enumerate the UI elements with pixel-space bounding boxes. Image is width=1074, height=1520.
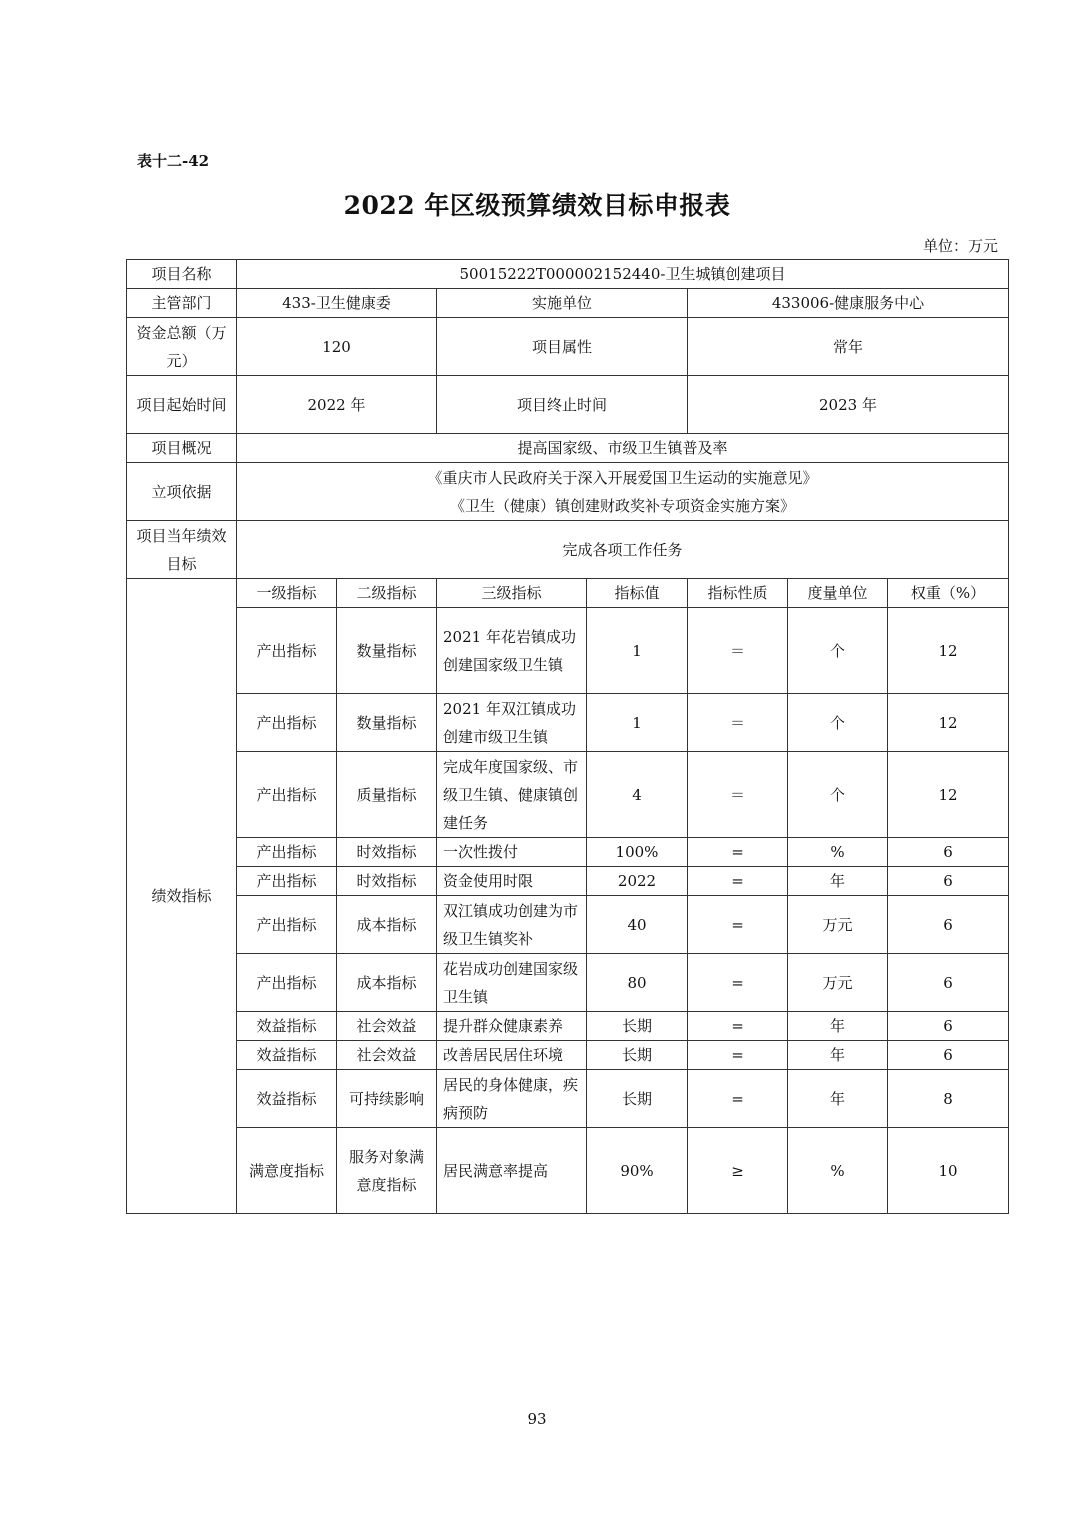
value-cell: 40 bbox=[587, 896, 688, 954]
value-cell: 90% bbox=[587, 1128, 688, 1214]
level2-cell: 数量指标 bbox=[337, 694, 437, 752]
weight-cell: 6 bbox=[888, 896, 1009, 954]
unit-cell: % bbox=[788, 1128, 888, 1214]
level2-cell: 数量指标 bbox=[337, 608, 437, 694]
value-cell: 2022 bbox=[587, 867, 688, 896]
goal-value: 完成各项工作任务 bbox=[237, 521, 1009, 579]
goal-label: 项目当年绩效目标 bbox=[127, 521, 237, 579]
indicator-row bbox=[127, 1012, 1009, 1041]
level3-cell: 居民的身体健康，疾病预防 bbox=[437, 1070, 587, 1128]
value-cell: 1 bbox=[587, 608, 688, 694]
unit-label: 单位：万元 bbox=[922, 237, 998, 255]
weight-cell: 6 bbox=[888, 867, 1009, 896]
basis-line-1: 《重庆市人民政府关于深入开展爱国卫生运动的实施意见》 bbox=[427, 468, 818, 487]
impl-label: 实施单位 bbox=[437, 289, 688, 318]
column-header: 指标性质 bbox=[688, 579, 788, 608]
weight-cell: 12 bbox=[888, 752, 1009, 838]
column-header: 指标值 bbox=[587, 579, 688, 608]
unit-cell: % bbox=[788, 838, 888, 867]
weight-cell: 10 bbox=[888, 1128, 1009, 1214]
performance-target-table bbox=[126, 259, 1009, 1214]
level3-cell: 双江镇成功创建为市级卫生镇奖补 bbox=[437, 896, 587, 954]
unit-cell: 万元 bbox=[788, 896, 888, 954]
level2-cell: 质量指标 bbox=[337, 752, 437, 838]
level2-cell: 可持续影响 bbox=[337, 1070, 437, 1128]
start-value: 2022 年 bbox=[237, 376, 437, 434]
level1-cell: 产出指标 bbox=[237, 896, 337, 954]
fund-label: 资金总额（万元） bbox=[127, 318, 237, 376]
nature-cell: = bbox=[688, 1070, 788, 1128]
nature-cell: = bbox=[688, 954, 788, 1012]
level1-cell: 产出指标 bbox=[237, 867, 337, 896]
level3-cell: 居民满意率提高 bbox=[437, 1128, 587, 1214]
weight-cell: 6 bbox=[888, 1012, 1009, 1041]
column-header: 二级指标 bbox=[337, 579, 437, 608]
level2-cell: 社会效益 bbox=[337, 1041, 437, 1070]
level3-cell: 一次性拨付 bbox=[437, 838, 587, 867]
page-title: 2022 年区级预算绩效目标申报表 bbox=[343, 191, 731, 220]
unit-cell: 年 bbox=[788, 1070, 888, 1128]
level1-cell: 效益指标 bbox=[237, 1012, 337, 1041]
impl-value: 433006-健康服务中心 bbox=[688, 289, 1009, 318]
end-value: 2023 年 bbox=[688, 376, 1009, 434]
level3-cell: 2021 年花岩镇成功创建国家级卫生镇 bbox=[437, 608, 587, 694]
end-label: 项目终止时间 bbox=[437, 376, 688, 434]
level2-cell: 时效指标 bbox=[337, 867, 437, 896]
dept-value: 433-卫生健康委 bbox=[237, 289, 437, 318]
level2-cell: 服务对象满意度指标 bbox=[337, 1128, 437, 1214]
level3-cell: 改善居民居住环境 bbox=[437, 1041, 587, 1070]
column-header: 度量单位 bbox=[788, 579, 888, 608]
unit-cell: 年 bbox=[788, 1012, 888, 1041]
indicator-row bbox=[127, 867, 1009, 896]
level1-cell: 产出指标 bbox=[237, 838, 337, 867]
level2-cell: 成本指标 bbox=[337, 896, 437, 954]
weight-cell: 8 bbox=[888, 1070, 1009, 1128]
indicator-row bbox=[127, 694, 1009, 752]
overview-value: 提高国家级、市级卫生镇普及率 bbox=[237, 434, 1009, 463]
value-cell: 长期 bbox=[587, 1070, 688, 1128]
level1-cell: 效益指标 bbox=[237, 1070, 337, 1128]
weight-cell: 6 bbox=[888, 838, 1009, 867]
level1-cell: 产出指标 bbox=[237, 752, 337, 838]
weight-cell: 6 bbox=[888, 1041, 1009, 1070]
level3-cell: 2021 年双江镇成功创建市级卫生镇 bbox=[437, 694, 587, 752]
nature-cell: ＝ bbox=[688, 694, 788, 752]
level3-cell: 提升群众健康素养 bbox=[437, 1012, 587, 1041]
page-number: 93 bbox=[527, 1410, 547, 1428]
level3-cell: 花岩成功创建国家级卫生镇 bbox=[437, 954, 587, 1012]
value-cell: 4 bbox=[587, 752, 688, 838]
start-label: 项目起始时间 bbox=[127, 376, 237, 434]
table-number: 表十二-42 bbox=[137, 152, 210, 170]
level1-cell: 产出指标 bbox=[237, 608, 337, 694]
indicator-row bbox=[127, 896, 1009, 954]
project-name-value: 50015222T000002152440-卫生城镇创建项目 bbox=[237, 260, 1009, 289]
indicators-section-label: 绩效指标 bbox=[127, 579, 237, 1214]
nature-cell: ≥ bbox=[688, 1128, 788, 1214]
attr-value: 常年 bbox=[688, 318, 1009, 376]
column-header: 三级指标 bbox=[437, 579, 587, 608]
nature-cell: = bbox=[688, 896, 788, 954]
weight-cell: 12 bbox=[888, 608, 1009, 694]
fund-value: 120 bbox=[237, 318, 437, 376]
value-cell: 长期 bbox=[587, 1041, 688, 1070]
weight-cell: 6 bbox=[888, 954, 1009, 1012]
indicator-row bbox=[127, 1070, 1009, 1128]
unit-cell: 个 bbox=[788, 752, 888, 838]
value-cell: 80 bbox=[587, 954, 688, 1012]
nature-cell: = bbox=[688, 867, 788, 896]
column-header: 权重（%） bbox=[888, 579, 1009, 608]
basis-value bbox=[237, 463, 1009, 521]
value-cell: 长期 bbox=[587, 1012, 688, 1041]
indicator-row bbox=[127, 608, 1009, 694]
nature-cell: ＝ bbox=[688, 608, 788, 694]
attr-label: 项目属性 bbox=[437, 318, 688, 376]
overview-label: 项目概况 bbox=[127, 434, 237, 463]
value-cell: 100% bbox=[587, 838, 688, 867]
indicator-row bbox=[127, 838, 1009, 867]
basis-line-2: 《卫生（健康）镇创建财政奖补专项资金实施方案》 bbox=[449, 496, 795, 515]
dept-label: 主管部门 bbox=[127, 289, 237, 318]
unit-cell: 年 bbox=[788, 1041, 888, 1070]
column-header: 一级指标 bbox=[237, 579, 337, 608]
level2-cell: 社会效益 bbox=[337, 1012, 437, 1041]
value-cell: 1 bbox=[587, 694, 688, 752]
level1-cell: 满意度指标 bbox=[237, 1128, 337, 1214]
weight-cell: 12 bbox=[888, 694, 1009, 752]
level1-cell: 产出指标 bbox=[237, 954, 337, 1012]
indicator-row bbox=[127, 954, 1009, 1012]
level1-cell: 产出指标 bbox=[237, 694, 337, 752]
indicator-row bbox=[127, 1041, 1009, 1070]
indicator-row bbox=[127, 1128, 1009, 1214]
level1-cell: 效益指标 bbox=[237, 1041, 337, 1070]
level3-cell: 完成年度国家级、市级卫生镇、健康镇创建任务 bbox=[437, 752, 587, 838]
level2-cell: 成本指标 bbox=[337, 954, 437, 1012]
level3-cell: 资金使用时限 bbox=[437, 867, 587, 896]
nature-cell: ＝ bbox=[688, 752, 788, 838]
nature-cell: = bbox=[688, 838, 788, 867]
unit-cell: 个 bbox=[788, 608, 888, 694]
indicator-row bbox=[127, 752, 1009, 838]
unit-cell: 年 bbox=[788, 867, 888, 896]
basis-label: 立项依据 bbox=[127, 463, 237, 521]
nature-cell: = bbox=[688, 1012, 788, 1041]
nature-cell: = bbox=[688, 1041, 788, 1070]
unit-cell: 万元 bbox=[788, 954, 888, 1012]
project-name-label: 项目名称 bbox=[127, 260, 237, 289]
unit-cell: 个 bbox=[788, 694, 888, 752]
level2-cell: 时效指标 bbox=[337, 838, 437, 867]
